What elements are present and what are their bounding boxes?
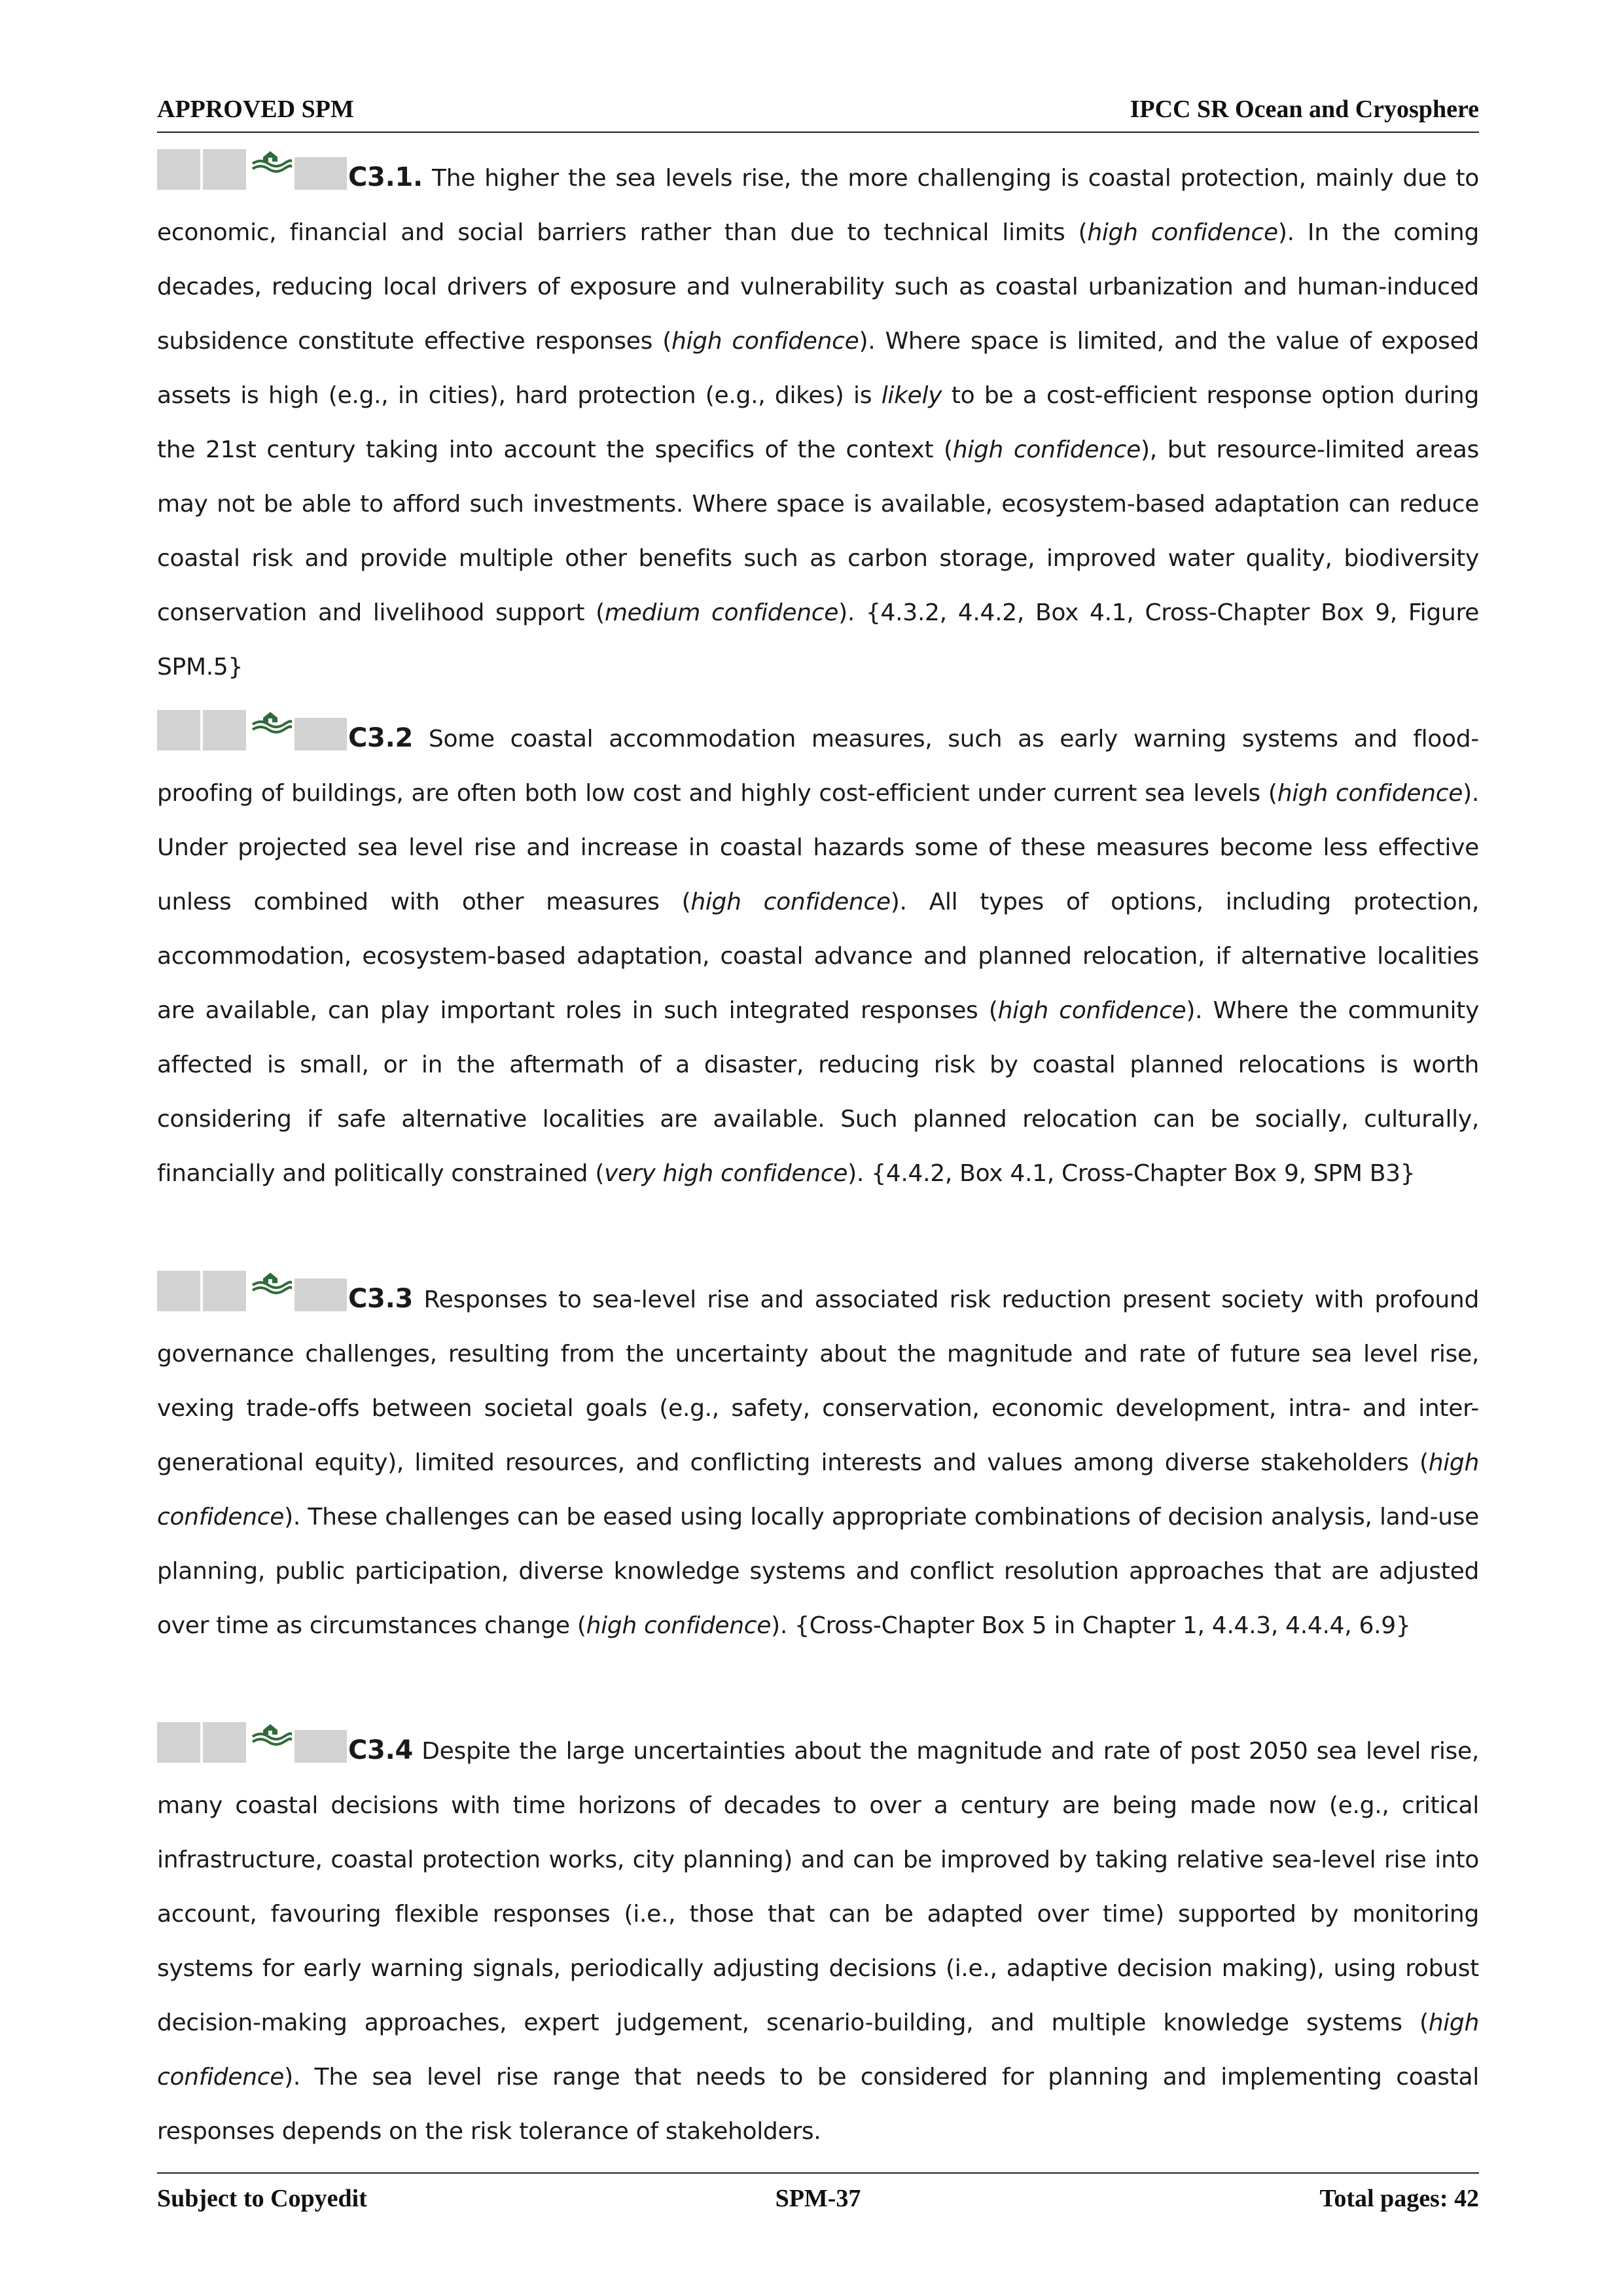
icon-cell-empty <box>157 1722 200 1763</box>
body-text: ). The sea level rise range that needs to be considered for planning and implementing coastal responses depends on the risk tolerance of stakeholders. <box>157 2064 1479 2145</box>
page-number: SPM-37 <box>775 2185 861 2212</box>
coastal-house-wave-icon <box>249 1265 292 1298</box>
confidence-term: high confidence <box>671 328 859 355</box>
confidence-term: high confidence <box>1087 219 1278 246</box>
icon-cell-empty <box>294 718 347 751</box>
confidence-term: very high confidence <box>604 1160 848 1187</box>
icon-strip <box>157 1722 347 1763</box>
coastal-house-wave-icon <box>249 144 292 177</box>
body-text: ). {4.3.2, 4.4.2, Box 4.1, Cross-Chapter Box 9, Figure SPM.5} <box>157 599 1479 680</box>
paragraph-c3-4 <box>157 1722 1479 2159</box>
footer-total-pages: Total pages: 42 <box>1319 2185 1479 2212</box>
page-footer <box>157 2172 1479 2223</box>
body-text: ). Under projected sea level rise and increase in coastal hazards some of these measures become less effective unless combined with other measures ( <box>157 780 1479 915</box>
confidence-term: high confidence <box>157 2009 1479 2091</box>
footer-left-text: Subject to Copyedit <box>157 2185 367 2212</box>
confidence-term: high confidence <box>952 436 1141 463</box>
section-label: C3.4 <box>348 1735 414 1765</box>
icon-cell-empty <box>294 1279 347 1311</box>
body-text: Some coastal accommodation measures, such as early warning systems and flood-proofing of buildings, are often both low cost and highly cost-efficient under current sea levels ( <box>157 726 1479 807</box>
body-text: ). Where space is limited, and the value of exposed assets is high (e.g., in cities), hard protection (e.g., dikes) is <box>157 328 1479 409</box>
icon-cell-coast <box>249 1722 292 1763</box>
icon-cell-coast <box>249 1271 292 1311</box>
confidence-term: high confidence <box>997 997 1186 1024</box>
icon-cell-empty <box>294 1730 347 1763</box>
body-text: Despite the large uncertainties about the magnitude and rate of post 2050 sea level rise, many coastal decisions with time horizons of decades to over a century are being made now (e.g., critical infrastructure, coastal protection works, city planning) and can be improved by taking relative sea-level rise into account, favouring flexible responses (i.e., those that can be adapted over time) supported by monitoring systems for early warning signals, periodically adjusting decisions (i.e., adaptive decision making), using robust decision-making approaches, expert judgement, scenario-building, and multiple knowledge systems ( <box>157 1738 1479 2036</box>
section-label: C3.1. <box>348 162 423 192</box>
body-text: ). {Cross-Chapter Box 5 in Chapter 1, 4.4.3, 4.4.4, 6.9} <box>771 1612 1411 1639</box>
likelihood-term: likely <box>881 382 942 409</box>
confidence-term: high confidence <box>1277 780 1463 807</box>
icon-cell-empty <box>157 1271 200 1311</box>
icon-cell-empty <box>203 1271 246 1311</box>
icon-strip <box>157 1271 347 1311</box>
body-text: ). {4.4.2, Box 4.1, Cross-Chapter Box 9, SPM B3} <box>847 1160 1416 1187</box>
confidence-term: high confidence <box>586 1612 772 1639</box>
paragraph-c3-1 <box>157 149 1479 694</box>
icon-cell-empty <box>157 149 200 190</box>
body-text: to be a cost-efficient response option during the 21st century taking into account the specifics of the context ( <box>157 382 1479 463</box>
body-text: ). All types of options, including protection, accommodation, ecosystem-based adaptation, coastal advance and planned relocation, if alternative localities are available, can play important roles in such integrated responses ( <box>157 889 1480 1024</box>
icon-cell-empty <box>203 710 246 751</box>
icon-cell-empty <box>294 157 347 190</box>
body-text: The higher the sea levels rise, the more challenging is coastal protection, mainly due to economic, financial and social barriers rather than due to technical limits ( <box>157 165 1479 246</box>
confidence-term: medium confidence <box>604 599 839 626</box>
icon-strip <box>157 149 347 190</box>
body-text: ), but resource-limited areas may not be able to afford such investments. Where space is available, ecosystem-based adaptation can reduce coastal risk and provide multiple other benefits such as carbon storage, improved water quality, biodiversity conservation and livelihood support ( <box>157 436 1480 626</box>
confidence-term: high confidence <box>157 1449 1479 1530</box>
page-header <box>157 95 1479 133</box>
coastal-house-wave-icon <box>249 705 292 737</box>
icon-strip <box>157 710 347 751</box>
icon-cell-empty <box>157 710 200 751</box>
section-label: C3.3 <box>348 1284 414 1314</box>
icon-cell-empty <box>203 149 246 190</box>
header-left-text: APPROVED SPM <box>157 96 354 123</box>
paragraph-c3-3 <box>157 1271 1479 1653</box>
body-text: ). Where the community affected is small, or in the aftermath of a disaster, reducing risk by coastal planned relocations is worth considering if safe alternative localities are available. Such planned relocation can be socially, culturally, financially and politically constrained ( <box>157 997 1480 1187</box>
coastal-house-wave-icon <box>249 1717 292 1750</box>
icon-cell-empty <box>203 1722 246 1763</box>
body-text: Responses to sea-level rise and associated risk reduction present society with profound governance challenges, resulting from the uncertainty about the magnitude and rate of future sea level rise, vexing trade-offs between societal goals (e.g., safety, conservation, economic development, intra- and inter-generational equity), limited resources, and conflicting interests and values among diverse stakeholders ( <box>157 1286 1479 1476</box>
section-label: C3.2 <box>348 723 414 753</box>
header-right-text: IPCC SR Ocean and Cryosphere <box>1130 96 1479 123</box>
paragraph-c3-2 <box>157 710 1479 1201</box>
icon-cell-coast <box>249 710 292 751</box>
icon-cell-coast <box>249 149 292 190</box>
body-text: ). These challenges can be eased using locally appropriate combinations of decision analysis, land-use planning, public participation, diverse knowledge systems and conflict resolution approaches that are adjusted over time as circumstances change ( <box>157 1504 1479 1639</box>
confidence-term: high confidence <box>690 889 891 915</box>
body-text: ). In the coming decades, reducing local drivers of exposure and vulnerability such as coastal urbanization and human-induced subsidence constitute effective responses ( <box>157 219 1480 355</box>
